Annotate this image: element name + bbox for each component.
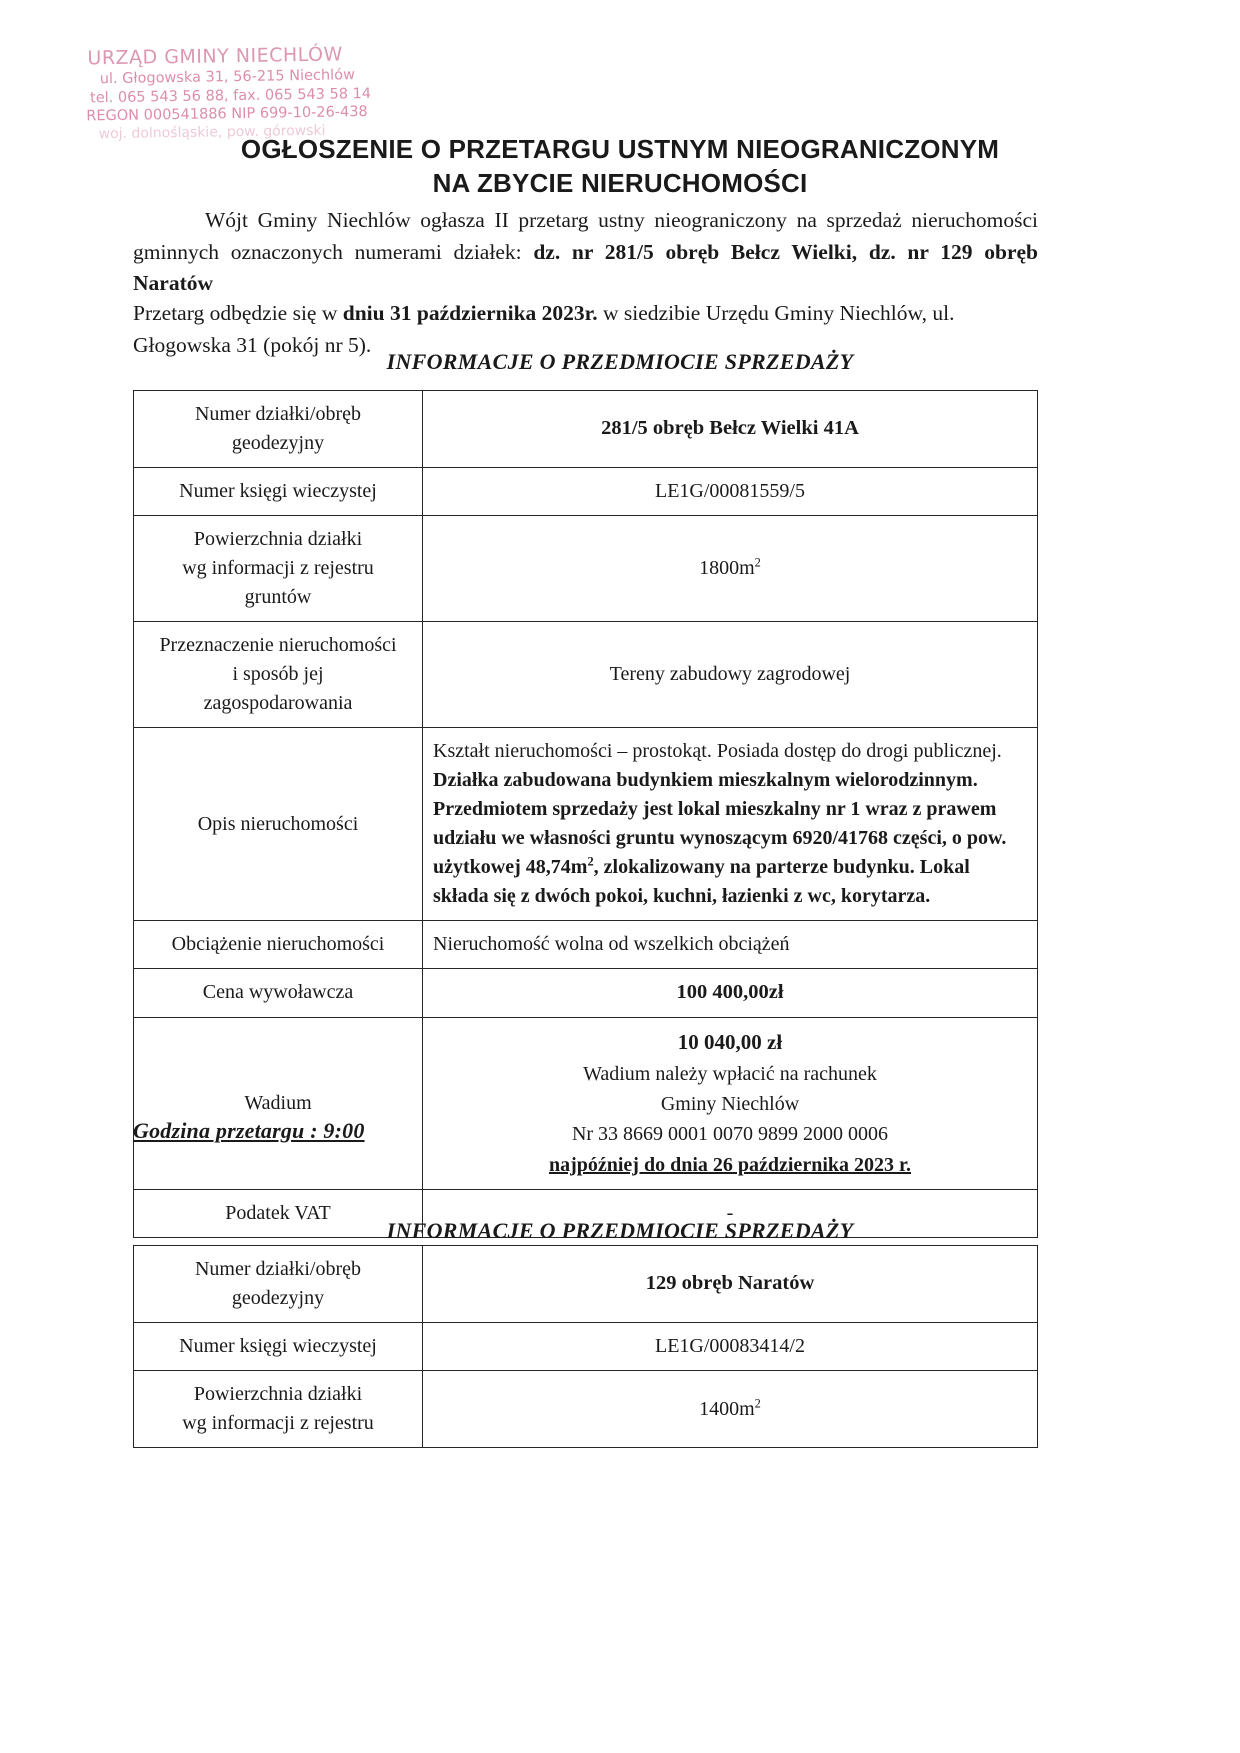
row-value-area: [423, 516, 1038, 622]
table-row: [134, 1371, 1038, 1448]
description-bold-b: , zlokalizowany na parterze budynku. Lokal składa się z dwóch pokoi, kuchni, łazienki z wc, korytarza.: [433, 856, 970, 907]
deposit-amount: 10 040,00 zł: [677, 1029, 783, 1054]
property-table-1: [133, 390, 1038, 1238]
row-value-description: [423, 728, 1038, 921]
deposit-beneficiary: Gminy Niechlów: [660, 1093, 800, 1116]
row-value-land-register: LE1G/00081559/5: [423, 468, 1038, 516]
row-value-encumbrance: Nieruchomość wolna od wszelkich obciążeń: [423, 921, 1038, 969]
auction-date-location: w siedzibie Urzędu Gminy Niechlów, ul. Głogowska 31 (pokój nr 5).: [133, 301, 955, 357]
row2-value-land-register: LE1G/00083414/2: [423, 1323, 1038, 1371]
area-number: 1800: [699, 557, 740, 579]
row-label-area: Powierzchnia działki wg informacji z rejestru gruntów: [134, 516, 423, 622]
stamp-regon-nip: REGON 000541886 NIP 699-10-26-438: [86, 104, 368, 125]
page-title-line2: NA ZBYCIE NIERUCHOMOŚCI: [432, 168, 808, 199]
table-row: [134, 1017, 1038, 1189]
row2-value-parcel-number: 129 obręb Naratów: [423, 1246, 1038, 1323]
row-value-deposit: [423, 1017, 1038, 1189]
table-row: [134, 921, 1038, 969]
table-row: [134, 969, 1038, 1018]
row-value-designation: Tereny zabudowy zagrodowej: [423, 622, 1038, 728]
row2-label-parcel-number: Numer działki/obręb geodezyjny: [134, 1246, 423, 1323]
section-heading-1: INFORMACJE O PRZEDMIOCIE SPRZEDAŻY: [386, 349, 854, 374]
row-label-vat: Podatek VAT: [134, 1190, 423, 1238]
row-label-starting-price: Cena wywoławcza: [134, 969, 423, 1018]
stamp-phone-fax: tel. 065 543 56 88, fax. 065 543 58 14: [89, 85, 372, 107]
table-row: [134, 1323, 1038, 1371]
section-heading-2: INFORMACJE O PRZEDMIOCIE SPRZEDAŻY: [386, 1218, 854, 1243]
table-row: [134, 468, 1038, 516]
stamp-office-name: URZĄD GMINY NIECHLÓW: [87, 43, 343, 70]
page-title: [0, 132, 1240, 201]
deposit-deadline: najpóźniej do dnia 26 października 2023 r.: [548, 1153, 912, 1176]
row2-value-area: [423, 1371, 1038, 1448]
intro-parcels: dz. nr 281/5 obręb Bełcz Wielki, dz. nr 129 obręb Naratów: [133, 239, 1038, 296]
office-stamp: [85, 42, 396, 145]
area-unit: m: [739, 557, 755, 579]
row2-label-area: Powierzchnia działki wg informacji z rejestru: [134, 1371, 423, 1448]
deposit-instruction: Wadium należy wpłacić na rachunek: [583, 1062, 877, 1085]
table-row: [134, 516, 1038, 622]
row-value-parcel-number: 281/5 obręb Bełcz Wielki 41A: [423, 391, 1038, 468]
table-row: [134, 391, 1038, 468]
stamp-address: ul. Głogowska 31, 56-215 Niechlów: [99, 67, 356, 88]
description-normal: Kształt nieruchomości – prostokąt. Posiada dostęp do drogi publicznej.: [433, 740, 1002, 762]
property-table-2: [133, 1245, 1038, 1448]
area2-unit: m: [739, 1397, 755, 1420]
stamp-region: woj. dolnośląskie, pow. górowski: [98, 122, 326, 143]
description-bold-a: Działka zabudowana budynkiem mieszkalnym wielorodzinnym. Przedmiotem sprzedaży jest lokal mieszkalny nr 1 wraz z prawem udziału we własności gruntu wynoszącym 6920/41768 części, o pow. użytkowej 48,74m: [433, 769, 1007, 878]
table-row: [134, 622, 1038, 728]
row-label-deposit: Wadium: [134, 1017, 423, 1189]
table-row: [134, 728, 1038, 921]
intro-text: Wójt Gminy Niechlów ogłasza II przetarg ustny nieograniczony na sprzedaż nieruchomości gminnych oznaczonych numerami działek:: [133, 208, 1038, 264]
row-label-land-register: Numer księgi wieczystej: [134, 468, 423, 516]
row-label-description: Opis nieruchomości: [134, 728, 423, 921]
auction-date-prefix: Przetarg odbędzie się w: [133, 301, 343, 325]
area2-number: 1400: [699, 1397, 740, 1420]
row-label-parcel-number: Numer działki/obręb geodezyjny: [134, 391, 423, 468]
description-area-exponent: 2: [587, 854, 594, 869]
row-label-encumbrance: Obciążenie nieruchomości: [134, 921, 423, 969]
table-row: [134, 1246, 1038, 1323]
deposit-account-number: Nr 33 8669 0001 0070 9899 2000 0006: [571, 1123, 889, 1146]
intro-paragraph: [133, 205, 1038, 300]
row-value-starting-price: 100 400,00zł: [423, 969, 1038, 1018]
area2-exponent: 2: [754, 1395, 761, 1410]
row-label-designation: Przeznaczenie nieruchomości i sposób jej zagospodarowania: [134, 622, 423, 728]
page-title-line1: OGŁOSZENIE O PRZETARGU USTNYM NIEOGRANICZONYM: [240, 134, 1000, 164]
row2-label-land-register: Numer księgi wieczystej: [134, 1323, 423, 1371]
area-exponent: 2: [754, 555, 761, 570]
deposit-block: [433, 1027, 1027, 1180]
auction-hour: Godzina przetargu : 9:00: [133, 1118, 365, 1143]
row-value-vat: -: [423, 1190, 1038, 1238]
auction-date-value: dniu 31 października 2023r.: [342, 301, 598, 325]
